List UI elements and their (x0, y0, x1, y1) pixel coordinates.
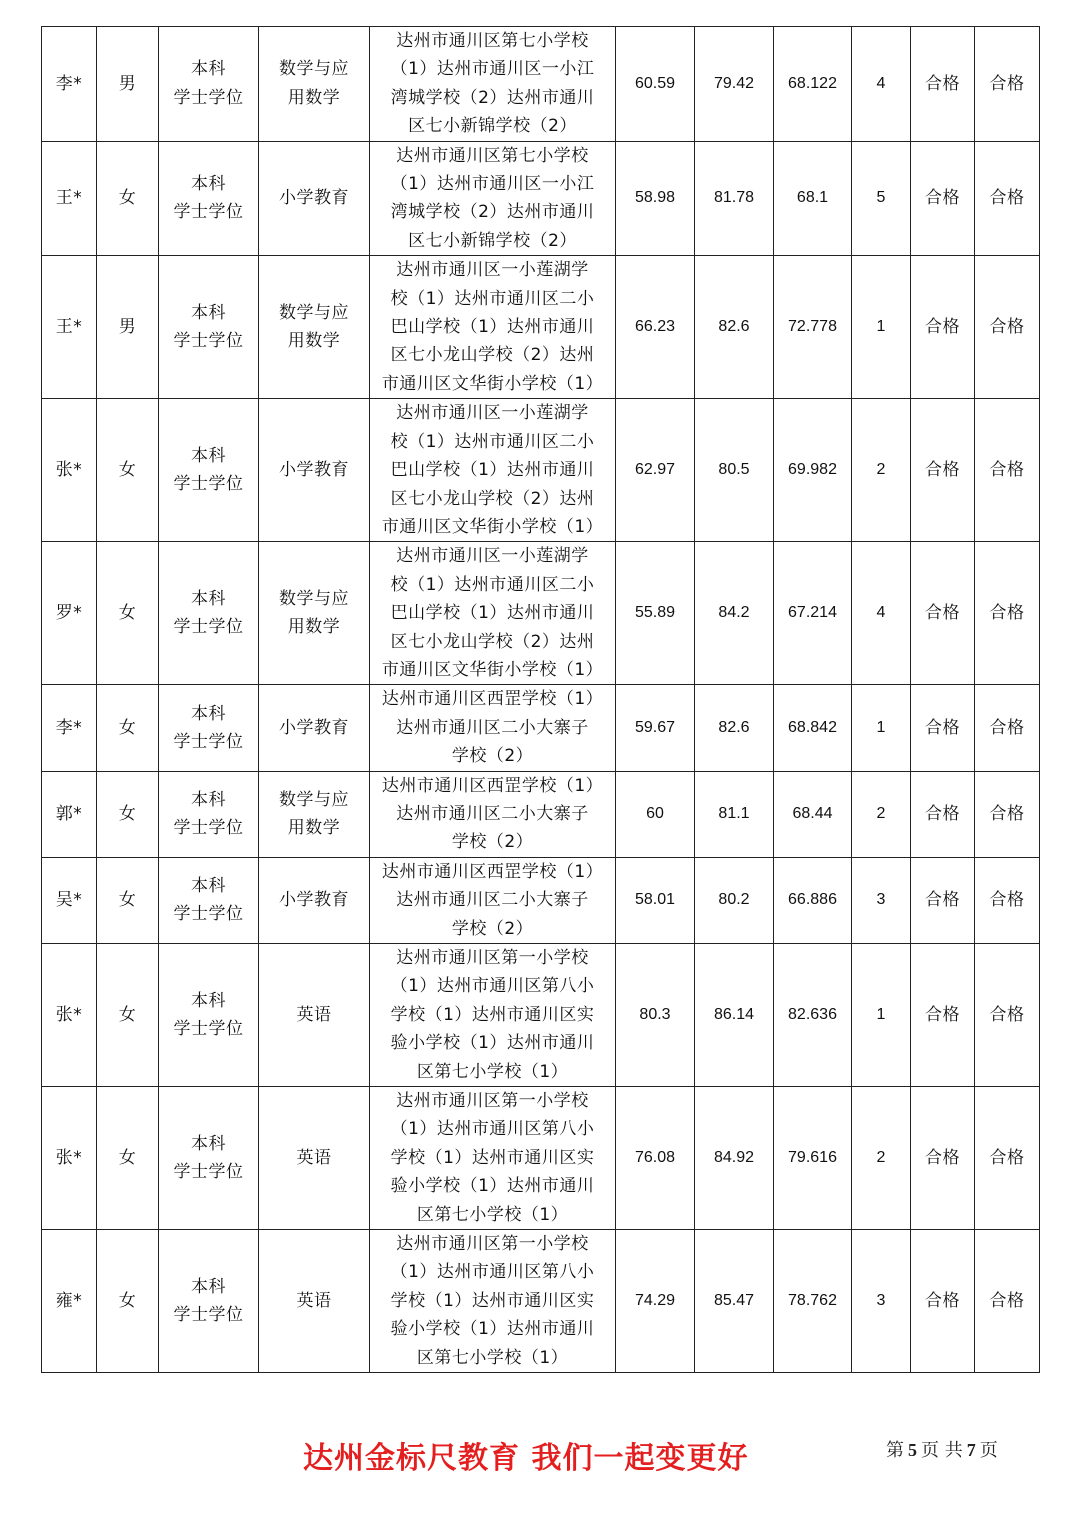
school-line: 达州市通川区西罡学校（1） (381, 689, 604, 710)
school-line: 学校（2） (451, 832, 534, 853)
rank-cell: 4 (852, 27, 911, 142)
name-cell: 罗* (42, 542, 97, 685)
gender-cell: 男 (97, 27, 159, 142)
major-line: 英语 (296, 1147, 332, 1168)
degree-line: 学士学位 (173, 617, 244, 638)
degree-cell (159, 857, 259, 943)
degree-line: 本科 (191, 174, 226, 195)
gender-cell: 男 (97, 256, 159, 399)
school-line: 湾城学校（2）达州市通川 (390, 202, 595, 223)
inspection-cell: 合格 (975, 542, 1040, 685)
table-row (42, 857, 1040, 943)
inspection-cell: 合格 (975, 399, 1040, 542)
major-line: 小学教育 (279, 717, 349, 738)
school-line: 区七小龙山学校（2）达州 (390, 631, 595, 652)
physical-exam-cell: 合格 (911, 944, 975, 1087)
school-cell (370, 542, 616, 685)
interview-score-cell: 82.6 (695, 256, 774, 399)
school-line: 区七小龙山学校（2）达州 (390, 488, 595, 509)
degree-line: 学士学位 (173, 331, 244, 352)
major-line: 数学与应 (279, 59, 349, 80)
major-line: 用数学 (287, 331, 341, 352)
physical-exam-cell: 合格 (911, 141, 975, 256)
total-score-cell: 68.1 (774, 141, 852, 256)
inspection-cell: 合格 (975, 27, 1040, 142)
school-line: 湾城学校（2）达州市通川 (390, 87, 595, 108)
physical-exam-cell: 合格 (911, 27, 975, 142)
table-row (42, 141, 1040, 256)
table-row (42, 399, 1040, 542)
rank-cell: 5 (852, 141, 911, 256)
rank-cell: 1 (852, 685, 911, 771)
major-cell (259, 944, 370, 1087)
rank-cell: 2 (852, 399, 911, 542)
degree-line: 学士学位 (173, 904, 244, 925)
name-cell: 张* (42, 1087, 97, 1230)
physical-exam-cell: 合格 (911, 542, 975, 685)
page-suffix: 页 (979, 1440, 998, 1461)
total-score-cell: 78.762 (774, 1230, 852, 1373)
gender-cell: 女 (97, 141, 159, 256)
interview-score-cell: 84.92 (695, 1087, 774, 1230)
major-cell (259, 1087, 370, 1230)
name-cell: 吴* (42, 857, 97, 943)
total-score-cell: 82.636 (774, 944, 852, 1087)
name-cell: 李* (42, 27, 97, 142)
degree-line: 本科 (191, 703, 226, 724)
degree-cell (159, 399, 259, 542)
total-score-cell: 79.616 (774, 1087, 852, 1230)
interview-score-cell: 85.47 (695, 1230, 774, 1373)
gender-cell: 女 (97, 944, 159, 1087)
interview-score-cell: 86.14 (695, 944, 774, 1087)
degree-cell (159, 141, 259, 256)
degree-line: 学士学位 (173, 1162, 244, 1183)
written-score-cell: 59.67 (616, 685, 695, 771)
school-line: 达州市通川区一小莲湖学 (396, 546, 589, 567)
major-line: 数学与应 (279, 789, 349, 810)
gender-cell: 女 (97, 771, 159, 857)
major-line: 数学与应 (279, 588, 349, 609)
inspection-cell: 合格 (975, 256, 1040, 399)
inspection-cell: 合格 (975, 944, 1040, 1087)
total-score-cell: 69.982 (774, 399, 852, 542)
rank-cell: 2 (852, 771, 911, 857)
school-line: （1）达州市通川区一小江 (390, 59, 595, 80)
school-line: 学校（1）达州市通川区实 (390, 1004, 595, 1025)
written-score-cell: 80.3 (616, 944, 695, 1087)
name-cell: 王* (42, 256, 97, 399)
rank-cell: 4 (852, 542, 911, 685)
degree-line: 本科 (191, 789, 226, 810)
major-cell (259, 1230, 370, 1373)
gender-cell: 女 (97, 1230, 159, 1373)
degree-cell (159, 944, 259, 1087)
physical-exam-cell: 合格 (911, 256, 975, 399)
school-line: （1）达州市通川区第八小 (390, 976, 595, 997)
physical-exam-cell: 合格 (911, 1230, 975, 1373)
physical-exam-cell: 合格 (911, 771, 975, 857)
gender-cell: 女 (97, 1087, 159, 1230)
rank-cell: 1 (852, 256, 911, 399)
table-row (42, 771, 1040, 857)
gender-cell: 女 (97, 857, 159, 943)
degree-cell (159, 771, 259, 857)
total-score-cell: 68.122 (774, 27, 852, 142)
physical-exam-cell: 合格 (911, 857, 975, 943)
rank-cell: 1 (852, 944, 911, 1087)
major-cell (259, 27, 370, 142)
school-line: （1）达州市通川区第八小 (390, 1262, 595, 1283)
degree-line: 学士学位 (173, 818, 244, 839)
results-table-body (42, 27, 1040, 1373)
interview-score-cell: 81.78 (695, 141, 774, 256)
school-line: 区七小龙山学校（2）达州 (390, 345, 595, 366)
school-cell (370, 944, 616, 1087)
degree-line: 本科 (191, 445, 226, 466)
written-score-cell: 60 (616, 771, 695, 857)
major-cell (259, 771, 370, 857)
name-cell: 张* (42, 944, 97, 1087)
degree-line: 学士学位 (173, 474, 244, 495)
school-line: 验小学校（1）达州市通川 (390, 1319, 595, 1340)
major-cell (259, 141, 370, 256)
written-score-cell: 76.08 (616, 1087, 695, 1230)
school-line: 校（1）达州市通川区二小 (390, 288, 595, 309)
page-current: 5 (908, 1440, 917, 1460)
table-row (42, 944, 1040, 1087)
page-number (886, 1436, 998, 1462)
major-line: 用数学 (287, 818, 341, 839)
degree-line: 学士学位 (173, 731, 244, 752)
school-line: 达州市通川区二小大寨子 (396, 717, 589, 738)
school-line: 达州市通川区第一小学校 (396, 1234, 589, 1255)
gender-cell: 女 (97, 542, 159, 685)
degree-line: 学士学位 (173, 1019, 244, 1040)
school-cell (370, 27, 616, 142)
school-cell (370, 771, 616, 857)
school-cell (370, 857, 616, 943)
degree-line: 学士学位 (173, 87, 244, 108)
school-line: 达州市通川区西罡学校（1） (381, 861, 604, 882)
interview-score-cell: 81.1 (695, 771, 774, 857)
page-mid: 页 共 (921, 1440, 963, 1461)
total-score-cell: 68.44 (774, 771, 852, 857)
inspection-cell: 合格 (975, 141, 1040, 256)
written-score-cell: 60.59 (616, 27, 695, 142)
results-table-container (41, 26, 1039, 1373)
school-line: 达州市通川区二小大寨子 (396, 803, 589, 824)
school-line: 达州市通川区一小莲湖学 (396, 403, 589, 424)
total-score-cell: 66.886 (774, 857, 852, 943)
name-cell: 雍* (42, 1230, 97, 1373)
major-cell (259, 256, 370, 399)
degree-line: 本科 (191, 59, 226, 80)
school-line: 达州市通川区西罡学校（1） (381, 775, 604, 796)
school-line: 达州市通川区二小大寨子 (396, 890, 589, 911)
major-line: 用数学 (287, 617, 341, 638)
degree-line: 本科 (191, 302, 226, 323)
school-line: 验小学校（1）达州市通川 (390, 1033, 595, 1054)
degree-line: 本科 (191, 875, 226, 896)
school-line: 达州市通川区第七小学校 (396, 31, 589, 51)
interview-score-cell: 80.2 (695, 857, 774, 943)
table-row (42, 1087, 1040, 1230)
degree-cell (159, 685, 259, 771)
degree-cell (159, 256, 259, 399)
major-cell (259, 685, 370, 771)
written-score-cell: 58.01 (616, 857, 695, 943)
table-row (42, 1230, 1040, 1373)
school-line: 巴山学校（1）达州市通川 (390, 317, 595, 338)
school-line: 区第七小学校（1） (416, 1204, 569, 1225)
school-line: 验小学校（1）达州市通川 (390, 1176, 595, 1197)
interview-score-cell: 80.5 (695, 399, 774, 542)
school-line: 区七小新锦学校（2） (408, 230, 577, 251)
interview-score-cell: 84.2 (695, 542, 774, 685)
inspection-cell: 合格 (975, 857, 1040, 943)
school-line: 达州市通川区第一小学校 (396, 1091, 589, 1112)
school-line: 区第七小学校（1） (416, 1061, 569, 1082)
school-cell (370, 685, 616, 771)
total-score-cell: 68.842 (774, 685, 852, 771)
total-score-cell: 67.214 (774, 542, 852, 685)
school-cell (370, 1230, 616, 1373)
gender-cell: 女 (97, 685, 159, 771)
degree-line: 本科 (191, 1276, 226, 1297)
interview-score-cell: 79.42 (695, 27, 774, 142)
degree-cell (159, 542, 259, 685)
major-line: 小学教育 (279, 890, 349, 911)
school-line: 校（1）达州市通川区二小 (390, 431, 595, 452)
table-row (42, 685, 1040, 771)
written-score-cell: 74.29 (616, 1230, 695, 1373)
results-table (41, 26, 1040, 1373)
inspection-cell: 合格 (975, 685, 1040, 771)
rank-cell: 3 (852, 1230, 911, 1373)
table-row (42, 256, 1040, 399)
table-row (42, 542, 1040, 685)
school-line: 学校（2） (451, 746, 534, 767)
school-cell (370, 399, 616, 542)
degree-line: 本科 (191, 588, 226, 609)
written-score-cell: 62.97 (616, 399, 695, 542)
degree-line: 学士学位 (173, 202, 244, 223)
major-line: 数学与应 (279, 302, 349, 323)
school-line: 巴山学校（1）达州市通川 (390, 603, 595, 624)
school-line: 市通川区文华街小学校（1） (381, 516, 604, 537)
major-cell (259, 542, 370, 685)
school-line: （1）达州市通川区第八小 (390, 1119, 595, 1140)
written-score-cell: 58.98 (616, 141, 695, 256)
major-line: 英语 (296, 1290, 332, 1311)
physical-exam-cell: 合格 (911, 1087, 975, 1230)
school-cell (370, 256, 616, 399)
school-line: 达州市通川区一小莲湖学 (396, 260, 589, 281)
school-line: 区第七小学校（1） (416, 1347, 569, 1368)
name-cell: 李* (42, 685, 97, 771)
gender-cell: 女 (97, 399, 159, 542)
school-line: （1）达州市通川区一小江 (390, 174, 595, 195)
written-score-cell: 66.23 (616, 256, 695, 399)
name-cell: 张* (42, 399, 97, 542)
school-cell (370, 141, 616, 256)
inspection-cell: 合格 (975, 1087, 1040, 1230)
interview-score-cell: 82.6 (695, 685, 774, 771)
footer-slogan: 达州金标尺教育 我们一起变更好 (303, 1441, 749, 1476)
name-cell: 王* (42, 141, 97, 256)
inspection-cell: 合格 (975, 1230, 1040, 1373)
written-score-cell: 55.89 (616, 542, 695, 685)
total-score-cell: 72.778 (774, 256, 852, 399)
school-line: 市通川区文华街小学校（1） (381, 373, 604, 394)
table-row (42, 27, 1040, 142)
degree-line: 学士学位 (173, 1305, 244, 1326)
school-line: 学校（1）达州市通川区实 (390, 1290, 595, 1311)
physical-exam-cell: 合格 (911, 685, 975, 771)
physical-exam-cell: 合格 (911, 399, 975, 542)
school-line: 校（1）达州市通川区二小 (390, 574, 595, 595)
school-cell (370, 1087, 616, 1230)
rank-cell: 3 (852, 857, 911, 943)
school-line: 达州市通川区第一小学校 (396, 948, 589, 968)
inspection-cell: 合格 (975, 771, 1040, 857)
degree-cell (159, 1087, 259, 1230)
degree-cell (159, 27, 259, 142)
name-cell: 郭* (42, 771, 97, 857)
school-line: 学校（2） (451, 918, 534, 939)
page-prefix: 第 (886, 1440, 904, 1461)
degree-line: 本科 (191, 990, 226, 1011)
major-line: 小学教育 (279, 188, 349, 209)
school-line: 学校（1）达州市通川区实 (390, 1147, 595, 1168)
school-line: 区七小新锦学校（2） (408, 116, 577, 137)
major-cell (259, 857, 370, 943)
degree-cell (159, 1230, 259, 1373)
major-cell (259, 399, 370, 542)
school-line: 巴山学校（1）达州市通川 (390, 460, 595, 481)
page-total: 7 (966, 1440, 976, 1460)
major-line: 小学教育 (279, 460, 349, 481)
degree-line: 本科 (191, 1133, 226, 1154)
school-line: 达州市通川区第七小学校 (396, 145, 589, 166)
school-line: 市通川区文华街小学校（1） (381, 659, 604, 680)
major-line: 用数学 (287, 87, 341, 108)
rank-cell: 2 (852, 1087, 911, 1230)
major-line: 英语 (296, 1004, 332, 1025)
